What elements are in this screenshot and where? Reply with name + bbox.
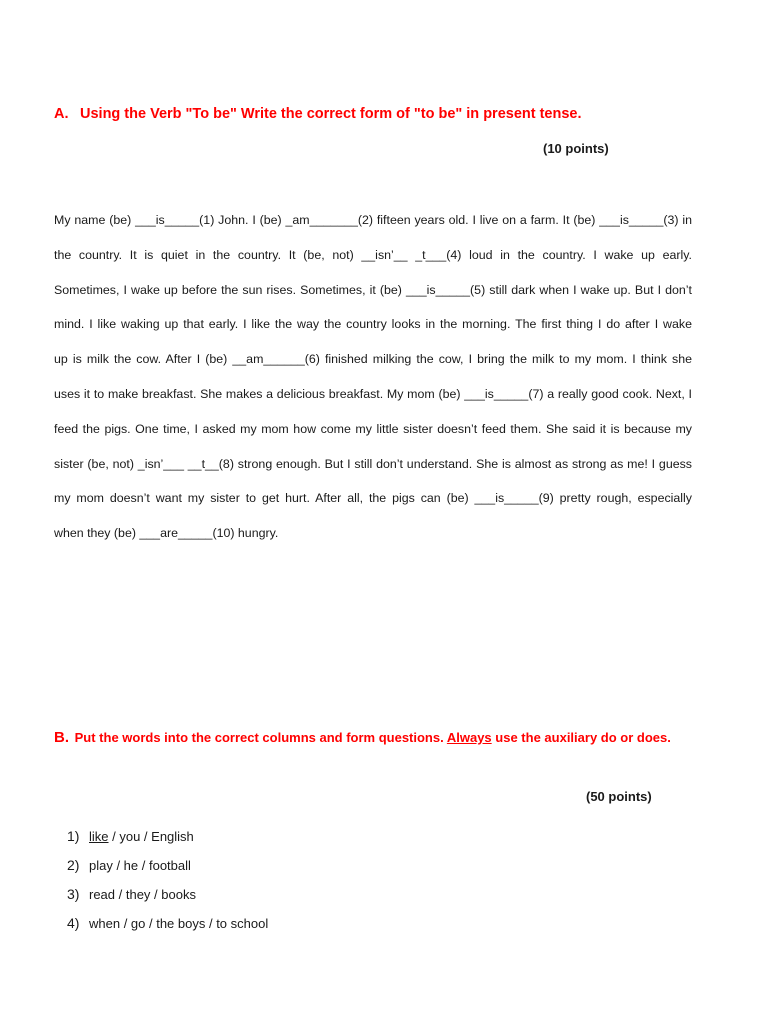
section-b-title-emphasis: Always [446, 730, 492, 745]
section-a-heading [54, 106, 734, 122]
passage-line: mind. I like waking up that early. I like the way the country looks in the morning. The first thing I do after I wake [54, 317, 692, 332]
item-text: when / go / the boys / to school [89, 916, 269, 931]
passage-line: up is milk the cow. After I (be) __am______(6) finished milking the cow, I bring the milk to my mom. I think she [54, 352, 692, 367]
item-text: read / they / books [89, 887, 196, 902]
section-b-letter: B. [54, 729, 69, 746]
section-b-heading [54, 725, 704, 750]
list-item [67, 882, 268, 911]
section-a-title: Using the Verb "To be" Write the correct form of "to be" in present tense. [80, 106, 582, 122]
section-b-title-start: Put the words into the correct columns and form questions. [74, 730, 444, 745]
item-number: 1) [67, 828, 80, 844]
passage-line: feed the pigs. One time, I asked my mom how come my little sister doesn’t feed them. She said it is because my [54, 421, 692, 436]
item-underlined-word: like [89, 829, 109, 844]
list-item [67, 911, 268, 940]
passage-line: when they (be) ___are_____(10) hungry. [54, 526, 279, 541]
passage-line: Sometimes, I wake up before the sun rises. Sometimes, it (be) ___is_____(5) still dark when I wake up. But I don’t [54, 282, 692, 297]
item-text: play / he / football [89, 858, 191, 873]
section-b-points: (50 points) [586, 789, 652, 804]
passage-line: my mom doesn’t want my sister to get hurt. After all, the pigs can (be) ___is_____(9) pretty rough, especially [54, 491, 692, 506]
list-item [67, 824, 268, 853]
passage-line: the country. It is quiet in the country. It (be, not) __isn’__ _t___(4) loud in the country. I wake up early. [54, 247, 692, 262]
item-number: 3) [67, 886, 80, 902]
list-item [67, 853, 268, 882]
section-a-passage [54, 203, 692, 551]
item-number: 4) [67, 915, 80, 931]
passage-line: sister (be, not) _isn’___ __t__(8) strong enough. But I still don’t understand. She is almost as strong as me! I guess [54, 456, 692, 471]
passage-line: uses it to make breakfast. She makes a delicious breakfast. My mom (be) ___is_____(7) a really good cook. Next, I [54, 386, 692, 401]
section-b-title-end: use the auxiliary do or does. [495, 730, 671, 745]
passage-line: My name (be) ___is_____(1) John. I (be) _am_______(2) fifteen years old. I live on a farm. It (be) ___is_____(3) in [54, 213, 692, 227]
section-a-letter: A. [54, 106, 69, 122]
item-text: / you / English [108, 829, 194, 844]
question-list [67, 824, 268, 940]
item-number: 2) [67, 857, 80, 873]
section-a-points: (10 points) [543, 141, 609, 156]
